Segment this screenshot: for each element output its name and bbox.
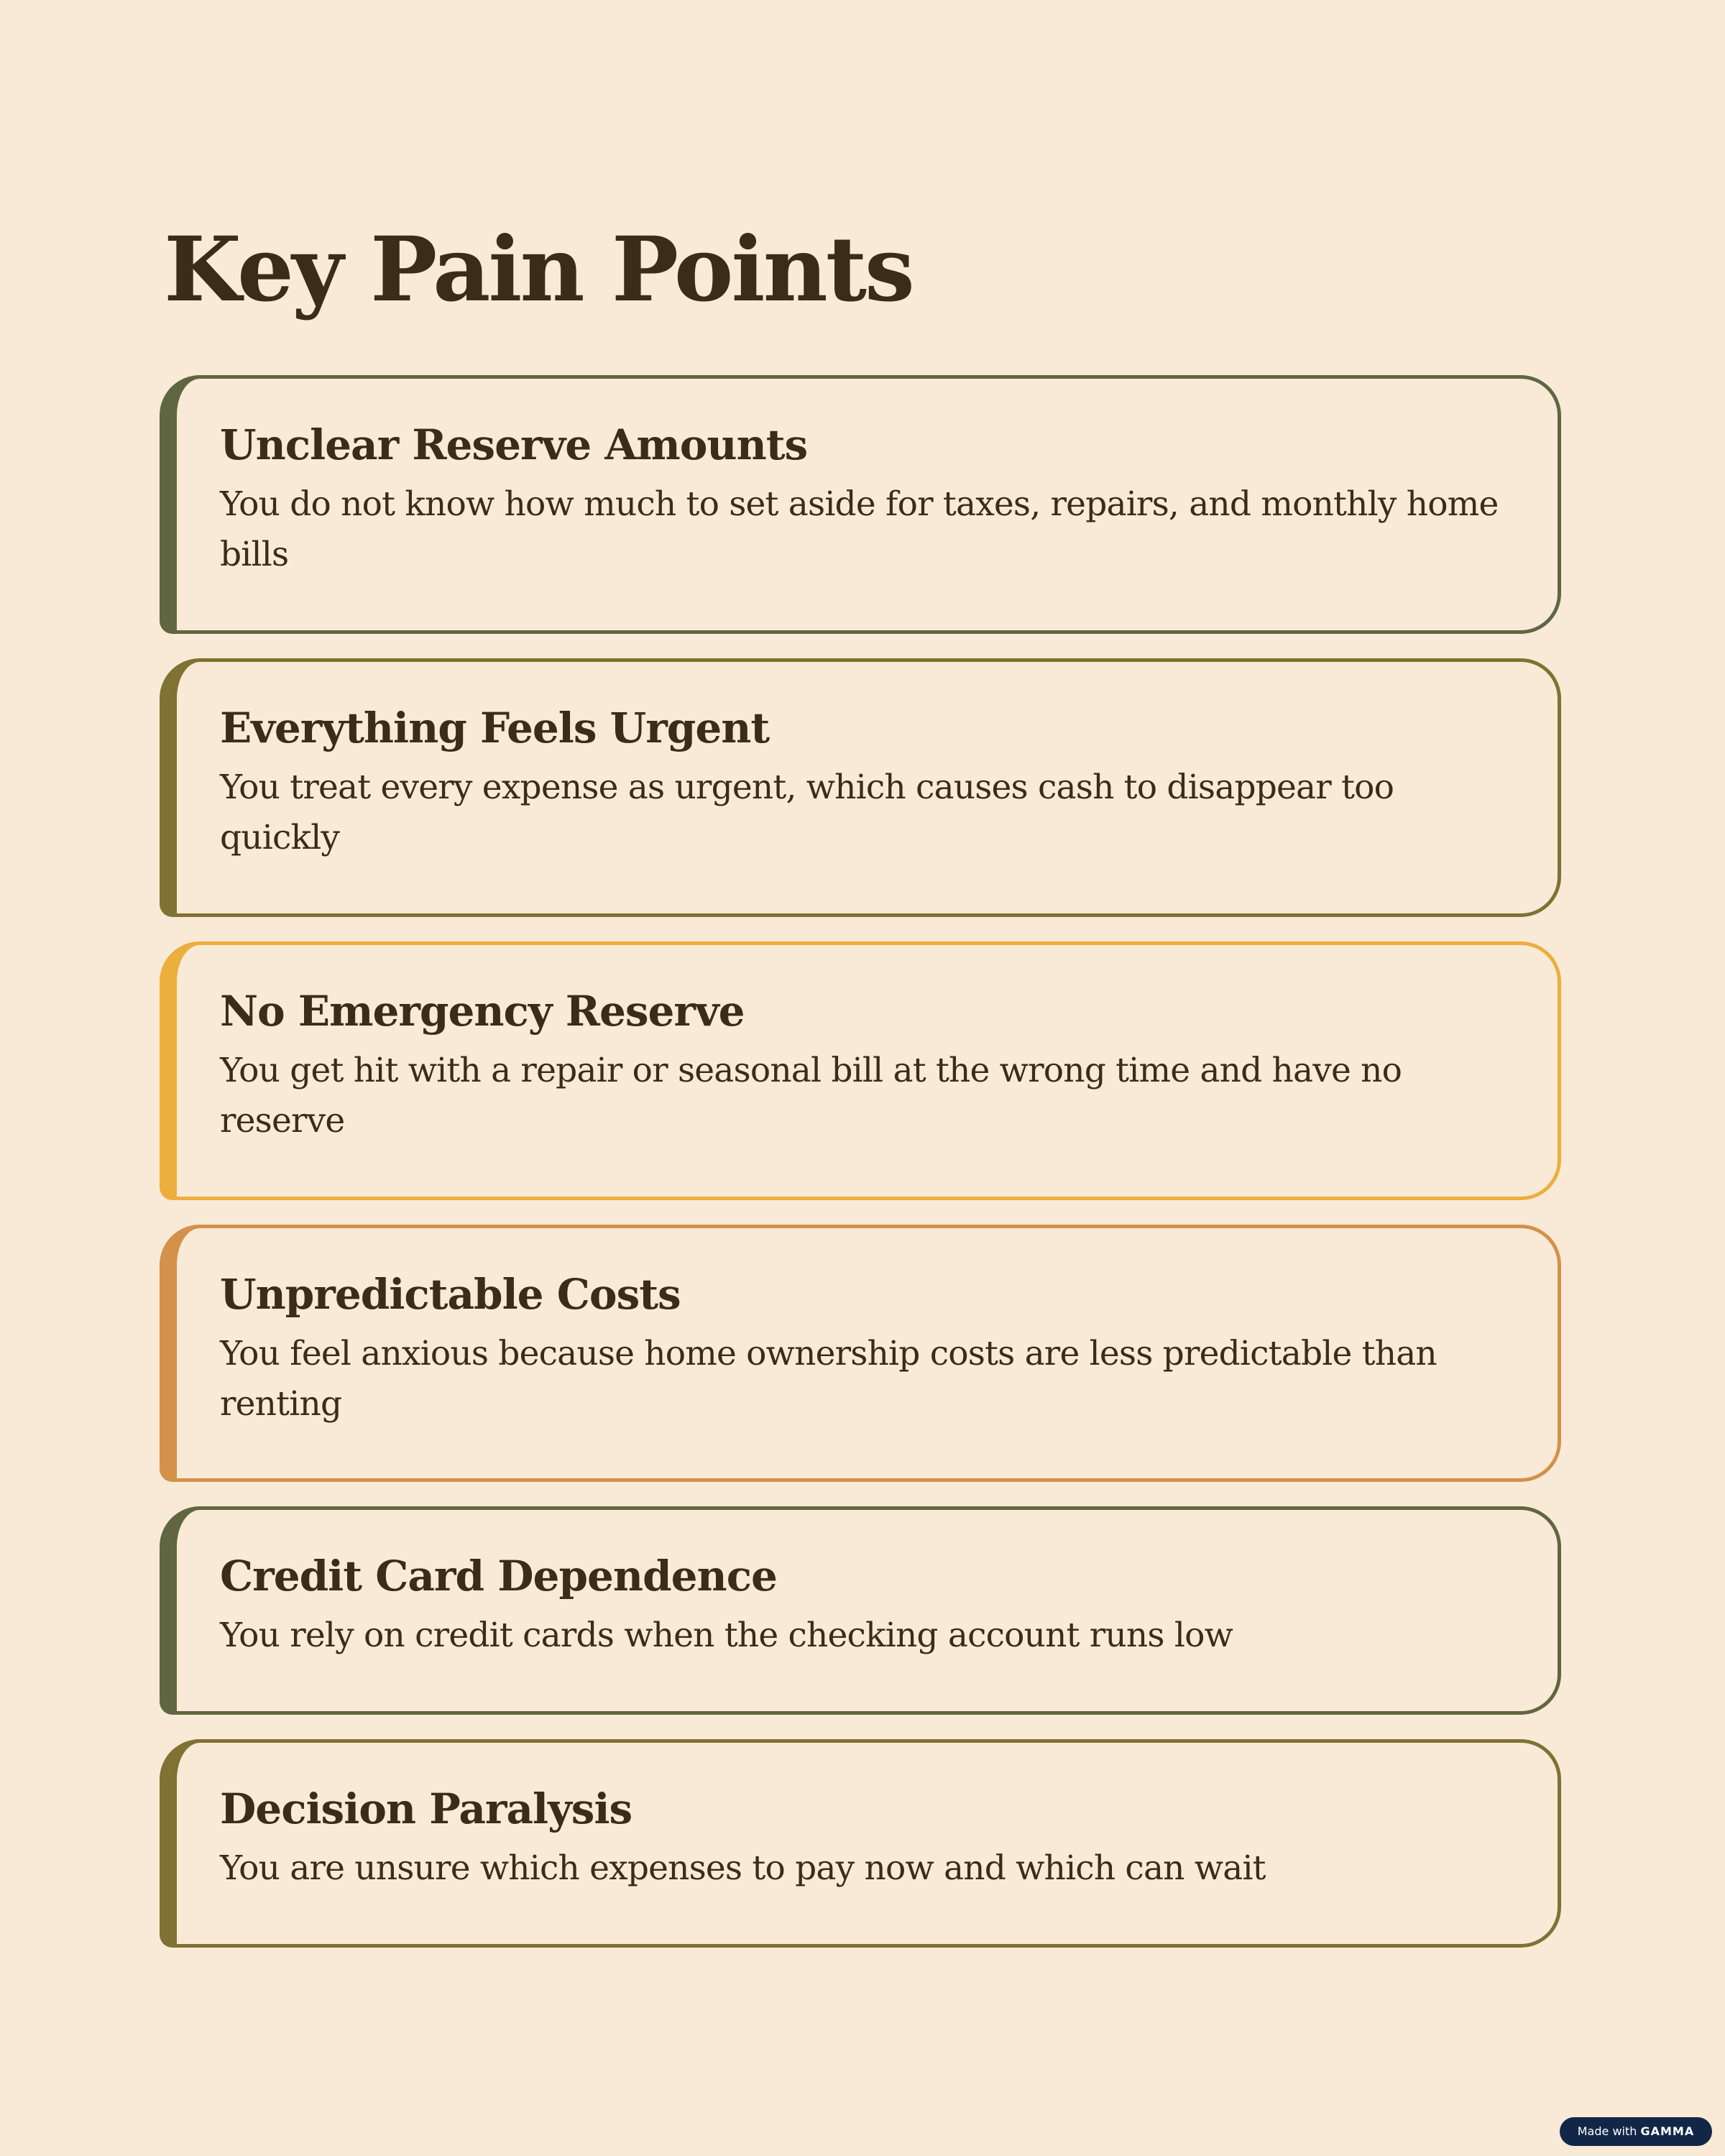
card-description: You treat every expense as urgent, which causes cash to disappear too quickly bbox=[220, 768, 1394, 857]
card-title: Unclear Reserve Amounts bbox=[220, 420, 808, 469]
card-title: Everything Feels Urgent bbox=[220, 704, 770, 752]
card-description: You feel anxious because home ownership costs are less predictable than renting bbox=[220, 1334, 1437, 1424]
pain-point-card bbox=[160, 1506, 1561, 1715]
pain-point-card bbox=[160, 658, 1561, 917]
card-description: You do not know how much to set aside for taxes, repairs, and monthly home bills bbox=[220, 484, 1499, 574]
pain-point-card bbox=[160, 941, 1561, 1200]
pain-point-card bbox=[160, 1739, 1561, 1948]
card-description: You get hit with a repair or seasonal bill at the wrong time and have no reserve bbox=[220, 1051, 1402, 1141]
badge-prefix-text: Made with bbox=[1577, 2124, 1637, 2138]
gamma-logo: GAMMA bbox=[1640, 2124, 1695, 2138]
card-description: You are unsure which expenses to pay now and which can wait bbox=[220, 1848, 1266, 1888]
card-description: You rely on credit cards when the checking account runs low bbox=[220, 1616, 1233, 1655]
card-title: No Emergency Reserve bbox=[220, 987, 745, 1036]
made-with-gamma-badge[interactable] bbox=[1560, 2117, 1712, 2146]
page-title: Key Pain Points bbox=[164, 218, 913, 322]
pain-point-card bbox=[160, 1225, 1561, 1482]
card-title: Credit Card Dependence bbox=[220, 1552, 777, 1600]
card-title: Decision Paralysis bbox=[220, 1784, 632, 1833]
pain-point-card bbox=[160, 375, 1561, 634]
card-title: Unpredictable Costs bbox=[220, 1270, 681, 1319]
